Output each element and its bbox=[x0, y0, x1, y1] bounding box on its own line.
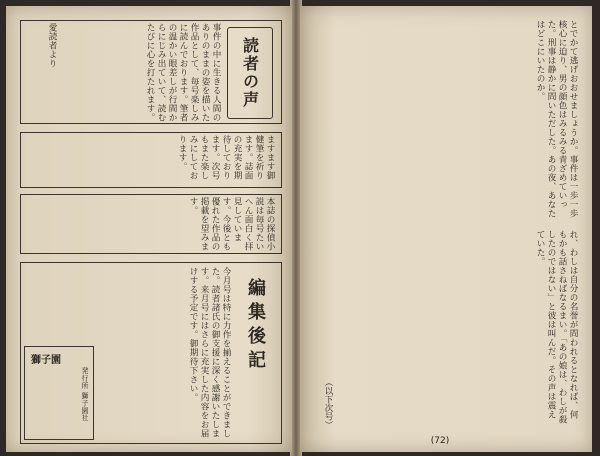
story-upper-text: とでかて逃げおおせましょうか。事件は一歩一歩核心に迫り、男の顔色はみるみる青ざめていった。刑事は静かに問いただした。あの夜、あなたはどこにいたのか。 bbox=[535, 20, 578, 218]
colophon-text: 発行所 獅子園社 bbox=[81, 367, 89, 422]
readers-column-heading bbox=[227, 27, 273, 119]
reader-letter-text-1: ますます御健筆を祈ります。誌面の充実を期待しております。次号もまた楽しみにしております。 bbox=[177, 135, 275, 180]
colophon-box bbox=[24, 346, 94, 440]
readers-column-title: 読者の声 bbox=[240, 37, 260, 109]
reader-letter-box-1 bbox=[20, 132, 282, 188]
colophon-title: 獅子園 bbox=[31, 355, 61, 366]
reader-letter-box-2 bbox=[20, 194, 282, 254]
left-page bbox=[6, 6, 292, 452]
page-number: (72) bbox=[430, 436, 450, 446]
story-lower-block bbox=[310, 230, 582, 426]
to-be-continued-note: （以下次号） bbox=[323, 378, 333, 429]
readers-column-side-text: 愛読者より bbox=[47, 23, 57, 68]
story-upper-block bbox=[310, 20, 582, 220]
story-lower-text: れ、わしは自分の名誉が問われるとなれば、何もかも話さねばなるまい。「あの娘は、わしが殺したのではない」と彼は叫んだ。その声は震えていた。 bbox=[535, 230, 578, 424]
editor-notes-heading bbox=[235, 271, 275, 381]
editor-notes-title: 編集後記 bbox=[245, 278, 266, 374]
readers-column-text: 事件の中に生きる人間のありのままの姿を描いた作品として、毎号楽しみに読んでおります。筆者の温かい眼差しが行間からにじみ出ていて、読むたびに心を打たれます。 bbox=[145, 23, 221, 122]
editor-notes-text: 今月号は特に力作を揃えることができました。読者諸氏の御支援に深く感謝いたします。来月号にはさらに充実した内容をお届けする予定です。御期待下さい。 bbox=[188, 267, 231, 438]
readers-column-box bbox=[20, 20, 282, 124]
right-page bbox=[300, 6, 592, 452]
reader-letter-text-2: 本誌の探偵小説は毎号たいへん面白く拝見しています。今後とも優れた作品の掲載を望みます。 bbox=[188, 197, 275, 251]
